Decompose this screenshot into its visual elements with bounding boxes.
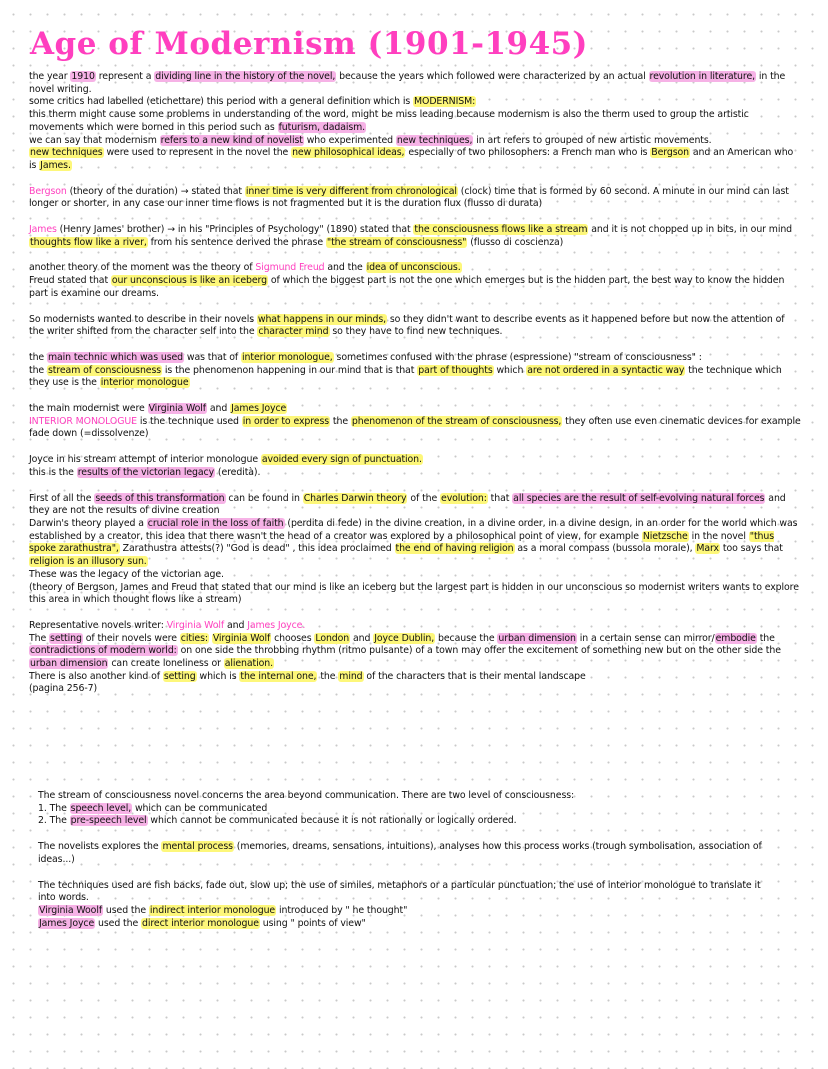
text: (eredità). — [215, 466, 261, 478]
text: which is — [196, 670, 240, 682]
highlight: setting — [163, 670, 196, 682]
text: The techniques used are fish backs, fade out, slow up; the use of similes, metaphors or a particular punctuation; the use of interior monologue to translate it into words. — [38, 879, 761, 904]
highlight: crucial role in the loss of faith — [147, 517, 284, 529]
text: and — [206, 403, 231, 415]
text: (theory of the duration) → stated that — [66, 185, 245, 197]
highlight: setting — [50, 632, 82, 644]
highlight: urban dimension — [30, 658, 108, 670]
highlight: futurism, dadaism. — [278, 121, 366, 133]
paragraph-main-modernists — [29, 403, 801, 441]
highlight: results of the victorian legacy — [77, 466, 215, 478]
text: because the — [435, 632, 498, 644]
text: so they didn't want to describe events as it happened before but now the attention of the writer shifted from the character self into the — [29, 313, 785, 338]
highlight: London — [315, 632, 350, 644]
text: who experimented — [303, 134, 396, 146]
highlight: "the stream of consciousness" — [326, 236, 467, 248]
highlight: thoughts flow like a river, — [30, 236, 147, 248]
text: the — [756, 632, 775, 644]
highlight: refers to a new kind of novelist — [160, 134, 303, 146]
text: which — [493, 364, 527, 376]
text: used the — [103, 904, 149, 916]
highlight: contradictions of modern world: — [30, 645, 177, 657]
text: First of all the — [29, 492, 95, 504]
text: as a moral compass (bussola morale), — [514, 543, 696, 555]
text: the — [317, 670, 339, 682]
highlight: new techniques — [30, 147, 103, 159]
highlight: evolution: — [441, 492, 487, 504]
text: were used to represent in the novel the — [103, 147, 292, 159]
text: used the — [95, 917, 142, 929]
paragraph-mental-process — [38, 841, 778, 866]
text: another theory of the moment was the theory of — [29, 262, 256, 274]
text: the technique which they use is the — [29, 364, 782, 389]
text: which cannot be communicated because it is not rationally or logically ordered. — [147, 815, 517, 827]
highlight: James. — [40, 159, 71, 171]
text: in art refers to grouped of new artistic movements. — [473, 134, 712, 146]
text: is the phenomenon happening in our mind that is that — [162, 364, 418, 376]
paragraph-setting — [29, 620, 801, 696]
text: the — [29, 364, 47, 376]
text: in a certain sense can mirror/ — [576, 632, 715, 644]
highlight: indirect interior monologue — [149, 904, 276, 916]
text: and — [224, 619, 248, 631]
highlight: main technic which was used — [47, 351, 184, 363]
text: of which the biggest part is not the one which emerges but is the hidden part, the best way to know the hidden part is examine our dreams. — [29, 275, 785, 299]
highlight: avoided every sign of punctuation. — [261, 454, 422, 466]
highlight: embodie — [715, 632, 756, 644]
highlight: urban dimension — [498, 632, 576, 644]
highlight: MODERNISM: — [414, 96, 476, 108]
paragraph-freud — [29, 262, 801, 300]
highlight: new philosophical ideas, — [292, 147, 405, 159]
text: (Henry James' brother) → in his "Principles of Psychology" (1890) stated that — [56, 224, 414, 236]
pink-text: James — [29, 224, 57, 236]
text: too says that — [720, 543, 783, 555]
paragraph-bergson — [29, 186, 801, 211]
text: because the years which followed were characterized by an actual — [336, 71, 649, 82]
text: and they are not the results of divine creation — [29, 492, 786, 517]
notes-lower-section — [38, 790, 778, 943]
highlight: dividing line in the history of the novel, — [155, 71, 336, 82]
text: These was the legacy of the victorian age. — [29, 568, 224, 580]
text: on one side the throbbing rhythm (ritmo pulsante) of a town may offer the excitement of something new but on the other side the — [177, 645, 781, 657]
highlight: the end of having religion — [395, 543, 514, 555]
text: 2. The — [38, 815, 70, 827]
text: can create loneliness or — [108, 658, 224, 670]
text: Freud stated that — [29, 275, 111, 287]
highlight: Nietzsche — [642, 530, 688, 542]
text: So modernists wanted to describe in their novels — [29, 313, 257, 325]
highlight: Joyce Dublin, — [374, 632, 435, 644]
highlight: stream of consciousness — [47, 364, 162, 376]
text: was that of — [184, 351, 242, 363]
text: introduced by " he thought" — [276, 904, 408, 916]
paragraph-darwin — [29, 493, 801, 607]
text: and — [350, 632, 374, 644]
pink-text: James Joyce. — [247, 619, 306, 631]
highlight: direct interior monologue — [142, 917, 259, 929]
text: Representative novels writer: — [29, 619, 167, 631]
page-title: Age of Modernism (1901-1945) — [30, 26, 588, 62]
highlight: speech level, — [70, 802, 132, 814]
highlight: inner time is very different from chronological — [245, 185, 457, 197]
text: and it is not chopped up in bits, in our mind — [588, 224, 793, 236]
text: we can say that modernism — [29, 134, 160, 146]
paragraph-techniques — [38, 880, 778, 931]
text: Zarathustra attests(?) "God is dead" , this idea proclaimed — [119, 543, 395, 555]
highlight: Virginia Woolf — [39, 904, 103, 916]
text: chooses — [271, 632, 315, 644]
text: so they have to find new techniques. — [329, 326, 503, 338]
highlight: alienation. — [224, 658, 273, 670]
text: represent a — [95, 71, 155, 82]
text: (clock) time that is formed by 60 second. A minute in our mind can last longer or shorter, in any case our inner time flows is not fragmented but it is the duration flux (flusso di durata) — [29, 185, 789, 210]
text: using " points of view" — [259, 917, 366, 929]
text: in the novel writing. — [29, 71, 786, 95]
highlight: idea of unconscious. — [366, 262, 461, 274]
highlight: mental process — [162, 841, 233, 853]
text: in the novel — [688, 530, 749, 542]
highlight: are not ordered in a syntactic way — [527, 364, 685, 376]
notes-body — [29, 71, 801, 709]
highlight: revolution in literature, — [649, 71, 755, 82]
highlight: pre-speech level — [70, 815, 147, 827]
pink-text: INTERIOR MONOLOGUE — [29, 415, 137, 427]
text: the year — [29, 71, 71, 82]
text: (memories, dreams, sensations, intuitions), analyses how this process works (trough symbolisation, association of ideas...) — [38, 841, 762, 865]
highlight: interior monologue — [100, 377, 189, 389]
highlight: James Joyce — [39, 917, 95, 929]
highlight: 1910 — [71, 71, 95, 82]
pink-text: Sigmund Freud — [255, 262, 325, 274]
text: The — [29, 632, 50, 644]
text: The novelists explores the — [38, 841, 162, 853]
highlight: the consciousness flows like a stream — [414, 224, 588, 236]
text: that — [487, 492, 513, 504]
text: Joyce in his stream attempt of interior monologue — [29, 454, 261, 466]
text: (perdita di fede) in the divine creation, in a divine order, in a divine design, in an order for the world which was established by a creator, this idea that there wasn't the head of a creator was explored by a philosophical point of view, for example — [29, 517, 798, 542]
text: is the technique used — [136, 415, 242, 427]
text: 1. The — [38, 802, 70, 814]
text: (theory of Bergson, James and Freud that stated that our mind is like an iceberg but the largest part is hidden in our unconscious so modernist writers wants to explore this area in which thought flows like a stream) — [29, 581, 799, 606]
paragraph-joyce — [29, 454, 801, 479]
highlight: the internal one, — [240, 670, 317, 682]
text: of the characters that is their mental landscape — [363, 670, 586, 682]
paragraph-1910 — [29, 71, 801, 173]
text: The stream of consciousness novel concerns the area beyond communication. There are two level of consciousness: — [38, 790, 575, 801]
highlight: part of thoughts — [418, 364, 493, 376]
text: of the — [407, 492, 441, 504]
text: this is the — [29, 466, 77, 478]
highlight: what happens in our minds, — [257, 313, 386, 325]
text: the — [330, 415, 351, 427]
text: Darwin's theory played a — [29, 517, 147, 529]
text: the main modernist were — [29, 403, 148, 415]
text: sometimes confused with the phrase (espressione) "stream of consciousness" : — [333, 351, 702, 363]
highlight: all species are the result of self-evolving natural forces — [513, 492, 765, 504]
text: and an American who is — [29, 147, 794, 171]
text: some critics had labelled (etichettare) this period with a general definition which is — [29, 96, 414, 108]
text: There is also another kind of — [29, 670, 163, 682]
highlight: mind — [339, 670, 363, 682]
highlight: Virginia Wolf — [148, 403, 206, 415]
highlight: Bergson — [651, 147, 689, 159]
text: (flusso di coscienza) — [467, 236, 564, 248]
highlight: phenomenon of the stream of consciousness, — [351, 415, 562, 427]
highlight: character mind — [258, 326, 329, 338]
text: and the — [324, 262, 366, 274]
highlight: Virginia Wolf — [212, 632, 271, 644]
highlight: in order to express — [242, 415, 330, 427]
highlight: interior monologue, — [242, 351, 333, 363]
text: (pagina 256-7) — [29, 683, 98, 695]
text: especially of two philosophers: a French man who is — [405, 147, 651, 159]
highlight: cities: — [180, 632, 208, 644]
highlight: Charles Darwin theory — [303, 492, 407, 504]
highlight: Marx — [696, 543, 719, 555]
paragraph-interior-monologue — [29, 352, 801, 390]
paragraph-james — [29, 224, 801, 249]
text: this therm might cause some problems in understanding of the word, might be miss leading because modernism is also the therm used to group the artistic movements which were borned in this period such as — [29, 109, 749, 133]
paragraph-modernists — [29, 314, 801, 339]
pink-text: Bergson — [29, 185, 67, 197]
paragraph-levels — [38, 790, 778, 828]
text: the — [29, 351, 47, 363]
text: which can be communicated — [132, 802, 268, 814]
text: can be found in — [225, 492, 303, 504]
pink-text: Virginia Wolf — [166, 619, 225, 631]
text: from his sentence derived the phrase — [147, 236, 326, 248]
highlight: new techniques, — [396, 134, 473, 146]
highlight: "thus spoke zarathustra", — [29, 530, 775, 555]
highlight: our unconscious is like an iceberg — [111, 275, 267, 287]
highlight: religion is an illusory sun. — [30, 556, 147, 568]
text: of their novels were — [82, 632, 180, 644]
highlight: seeds of this transformation — [95, 492, 225, 504]
highlight: James Joyce — [231, 403, 287, 415]
text: they often use even cinematic devices for example fade down (=dissolvenze) — [29, 415, 801, 440]
